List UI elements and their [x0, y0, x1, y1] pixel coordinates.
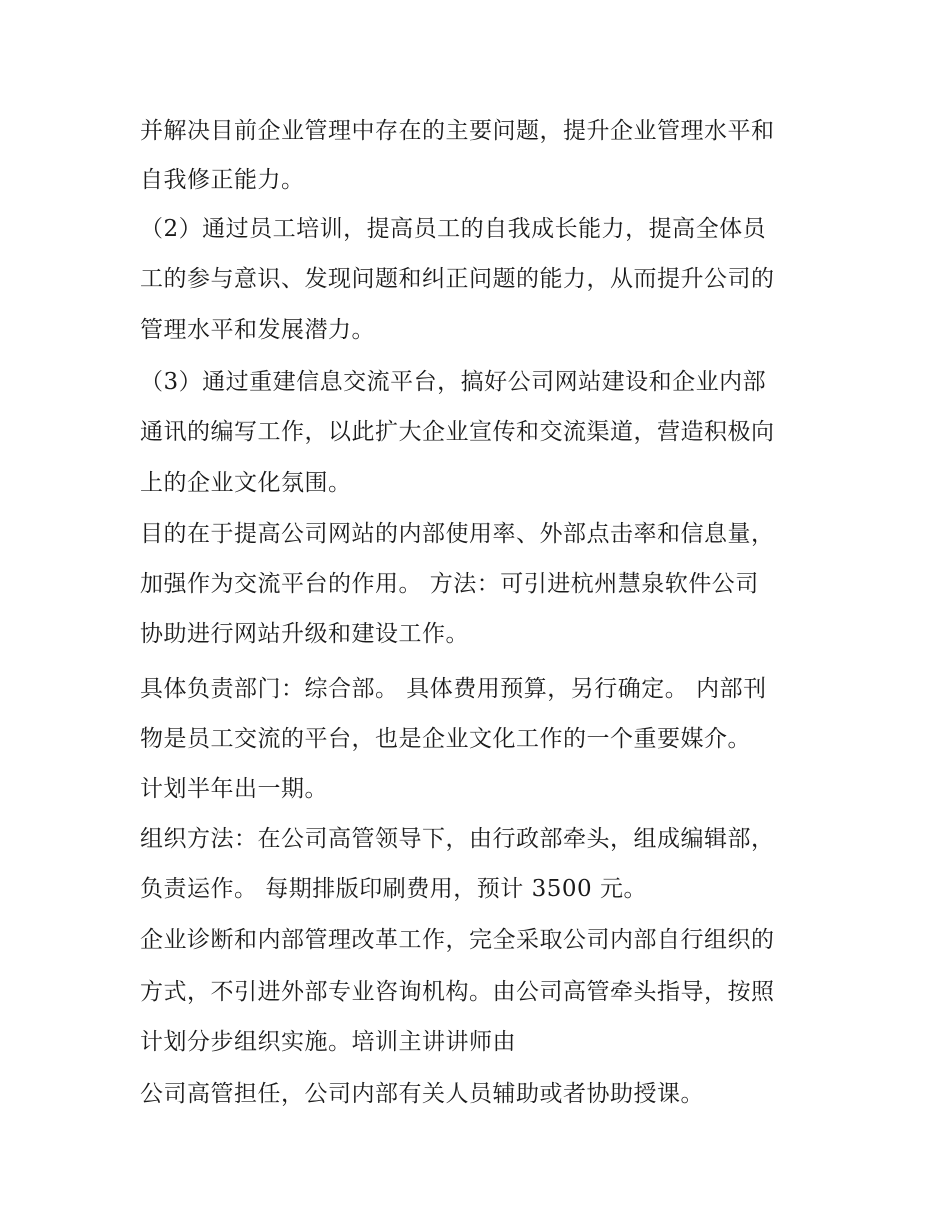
paragraph-line: 企业诊断和内部管理改革工作，完全采取公司内部自行组织的 [140, 927, 775, 953]
paragraph-line: 物是员工交流的平台，也是企业文化工作的一个重要媒介。 [140, 726, 751, 752]
paragraph-line: （2）通过员工培训，提高员工的自我成长能力，提高全体员 [140, 216, 767, 242]
paragraph-line: （3）通过重建信息交流平台，搞好公司网站建设和企业内部 [140, 369, 767, 395]
paragraph-line: 管理水平和发展潜力。 [140, 317, 375, 343]
paragraph-line: 目的在于提高公司网站的内部使用率、外部点击率和信息量， [140, 521, 775, 547]
paragraph-line: 上的企业文化氛围。 [140, 470, 352, 496]
paragraph-line: 加强作为交流平台的作用。 方法：可引进杭州慧泉软件公司 [140, 571, 759, 597]
paragraph-line: 负责运作。 每期排版印刷费用，预计 3500 元。 [140, 876, 647, 902]
paragraph-line: 工的参与意识、发现问题和纠正问题的能力，从而提升公司的 [140, 266, 775, 292]
paragraph-line: 计划分步组织实施。培训主讲讲师由 [140, 1029, 516, 1055]
paragraph-line: 通讯的编写工作，以此扩大企业宣传和交流渠道，营造积极向 [140, 419, 775, 445]
paragraph-line: 组织方法：在公司高管领导下，由行政部牵头，组成编辑部， [140, 826, 775, 852]
paragraph-line: 计划半年出一期。 [140, 776, 328, 802]
paragraph-line: 并解决目前企业管理中存在的主要问题，提升企业管理水平和 [140, 118, 775, 144]
paragraph-line: 方式，不引进外部专业咨询机构。由公司高管牵头指导，按照 [140, 979, 775, 1005]
paragraph-line: 自我修正能力。 [140, 167, 305, 193]
paragraph-line: 具体负责部门：综合部。 具体费用预算，另行确定。 内部刊 [140, 676, 767, 702]
paragraph-line: 公司高管担任，公司内部有关人员辅助或者协助授课。 [140, 1081, 704, 1107]
paragraph-line: 协助进行网站升级和建设工作。 [140, 621, 469, 647]
